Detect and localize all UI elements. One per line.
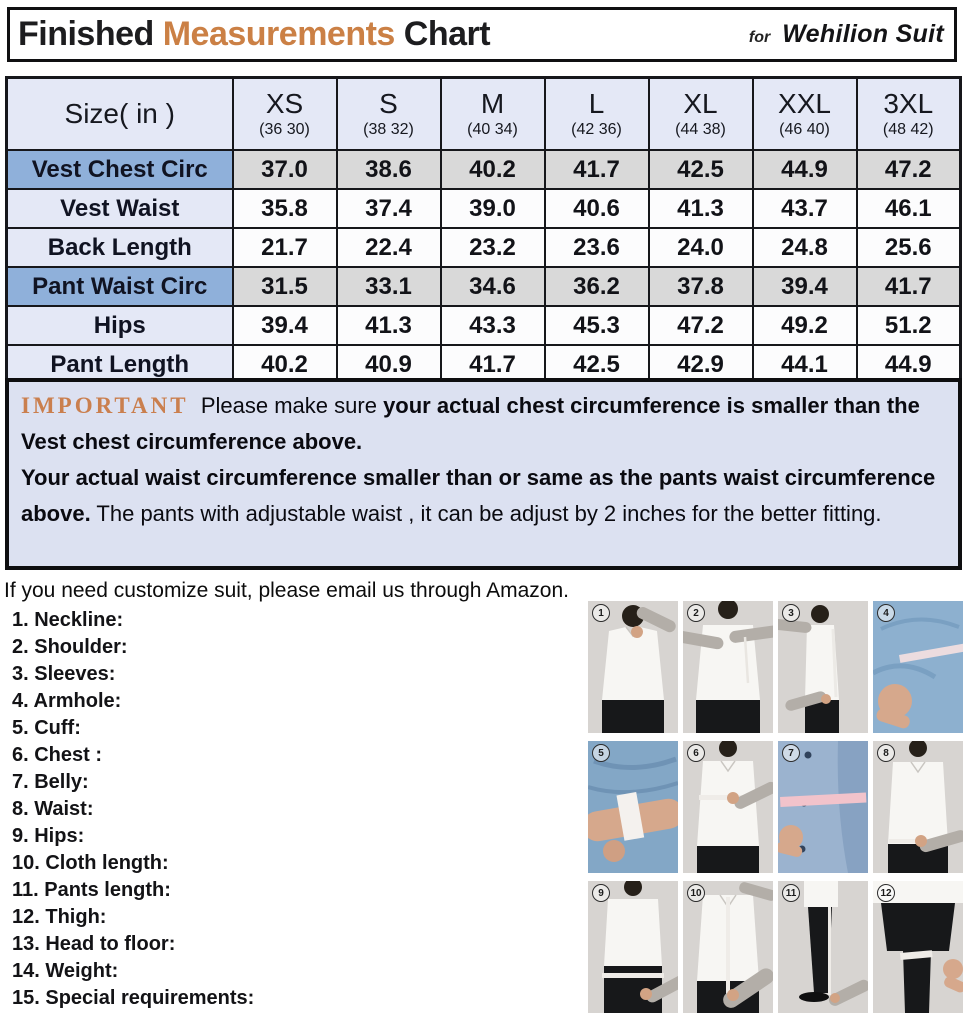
- photo-number-badge: 9: [592, 884, 610, 902]
- photo-sleeves: [778, 601, 868, 733]
- size-range: (42 36): [571, 121, 622, 138]
- note-bold-waist: Your actual waist circumference smaller than or same as the pants waist circumference above.: [21, 465, 936, 526]
- cell-value: 41.7: [545, 150, 649, 189]
- list-item: 8. Waist:: [12, 798, 94, 820]
- size-name: XL: [683, 88, 718, 119]
- cell-value: 34.6: [441, 267, 545, 306]
- photo-chest: [683, 741, 773, 873]
- row-label: Vest Chest Circ: [7, 150, 233, 189]
- table-row-vest-waist: [7, 189, 961, 228]
- cell-value: 38.6: [337, 150, 441, 189]
- photo-number-badge: 11: [782, 884, 800, 902]
- photo-number-badge: 4: [877, 604, 895, 622]
- photo-number-badge: 5: [592, 744, 610, 762]
- photo-shoulder: [683, 601, 773, 733]
- cell-value: 43.3: [441, 306, 545, 345]
- note-tail: The pants with adjustable waist , it can be adjust by 2 inches for the better fitting.: [96, 501, 882, 526]
- col-header-xxl: [753, 78, 857, 151]
- note-paragraph-1: [21, 388, 946, 460]
- col-header-l: [545, 78, 649, 151]
- for-label: for: [748, 29, 771, 46]
- size-range: (48 42): [882, 121, 934, 138]
- important-note: [5, 378, 962, 570]
- col-header-3xl: [857, 78, 961, 151]
- cell-value: 51.2: [857, 306, 961, 345]
- size-range: (40 34): [467, 121, 518, 138]
- size-name: XS: [265, 88, 304, 119]
- list-item: 2. Shoulder:: [12, 636, 128, 658]
- title-part3: Chart: [394, 15, 491, 53]
- size-header-row: [7, 78, 961, 151]
- title-part1: Finished: [18, 15, 163, 53]
- col-header-s: [337, 78, 441, 151]
- list-item: 7. Belly:: [12, 771, 89, 793]
- list-item: 9. Hips:: [12, 825, 85, 847]
- cell-value: 24.8: [753, 228, 857, 267]
- measurement-photo-grid: [588, 601, 963, 1013]
- cell-value: 40.2: [441, 150, 545, 189]
- photo-hips: [588, 881, 678, 1013]
- cell-value: 42.5: [545, 345, 649, 385]
- photo-number-badge: 1: [592, 604, 610, 622]
- cell-value: 47.2: [649, 306, 753, 345]
- cell-value: 23.2: [441, 228, 545, 267]
- title-part2: Measurements: [162, 15, 395, 53]
- photo-cloth-length: [683, 881, 773, 1013]
- size-chart-table: [5, 76, 962, 386]
- cell-value: 35.8: [233, 189, 337, 228]
- cell-value: 49.2: [753, 306, 857, 345]
- row-label: Pant Waist Circ: [7, 267, 233, 306]
- photo-armhole: [873, 601, 963, 733]
- list-item: 6. Chest :: [12, 744, 103, 766]
- photo-number-badge: 6: [687, 744, 705, 762]
- cell-value: 44.9: [753, 150, 857, 189]
- photo-belly: [778, 741, 868, 873]
- photo-number-badge: 7: [782, 744, 800, 762]
- list-item: 14. Weight:: [12, 960, 119, 982]
- list-item: 11. Pants length:: [12, 879, 171, 901]
- col-header-xs: [233, 78, 337, 151]
- list-item: 12. Thigh:: [12, 906, 107, 928]
- table-row-hips: [7, 306, 961, 345]
- list-item: 15. Special requirements:: [12, 987, 255, 1009]
- cell-value: 21.7: [233, 228, 337, 267]
- cell-value: 23.6: [545, 228, 649, 267]
- list-item: 10. Cloth length:: [12, 852, 169, 874]
- cell-value: 40.6: [545, 189, 649, 228]
- cell-value: 41.3: [649, 189, 753, 228]
- title-bar: [7, 7, 957, 62]
- cell-value: 36.2: [545, 267, 649, 306]
- cell-value: 41.7: [441, 345, 545, 385]
- cell-value: 33.1: [337, 267, 441, 306]
- page-title: [18, 15, 490, 54]
- cell-value: 42.9: [649, 345, 753, 385]
- size-unit-header: Size( in ): [7, 78, 233, 151]
- row-label: Back Length: [7, 228, 233, 267]
- cell-value: 31.5: [233, 267, 337, 306]
- cell-value: 41.7: [857, 267, 961, 306]
- photo-number-badge: 3: [782, 604, 800, 622]
- size-name: 3XL: [883, 88, 934, 119]
- photo-number-badge: 2: [687, 604, 705, 622]
- brand-block: [749, 20, 944, 49]
- photo-number-badge: 10: [687, 884, 705, 902]
- size-range: (46 40): [779, 121, 830, 138]
- table-row-vest-chest: [7, 150, 961, 189]
- row-label: Vest Waist: [7, 189, 233, 228]
- size-range: (36 30): [259, 121, 310, 138]
- measurement-list: [12, 607, 254, 1012]
- cell-value: 40.2: [233, 345, 337, 385]
- cell-value: 39.0: [441, 189, 545, 228]
- note-bold-chest: your actual chest circumference is smaller than the Vest chest circumference above.: [21, 393, 920, 454]
- cell-value: 22.4: [337, 228, 441, 267]
- table-row-back-length: [7, 228, 961, 267]
- table-row-pant-waist: [7, 267, 961, 306]
- list-item: 3. Sleeves:: [12, 663, 116, 685]
- size-name: XXL: [778, 88, 831, 119]
- cell-value: 39.4: [233, 306, 337, 345]
- photo-neckline: [588, 601, 678, 733]
- cell-value: 45.3: [545, 306, 649, 345]
- photo-number-badge: 8: [877, 744, 895, 762]
- photo-waist: [873, 741, 963, 873]
- col-header-m: [441, 78, 545, 151]
- list-item: 1. Neckline:: [12, 609, 124, 631]
- size-name: S: [379, 88, 398, 119]
- cell-value: 43.7: [753, 189, 857, 228]
- size-name: M: [480, 88, 505, 119]
- cell-value: 25.6: [857, 228, 961, 267]
- photo-pants-length: [778, 881, 868, 1013]
- size-name: L: [588, 88, 605, 119]
- cell-value: 42.5: [649, 150, 753, 189]
- cell-value: 44.1: [753, 345, 857, 385]
- photo-thigh: [873, 881, 963, 1013]
- important-label: IMPORTANT: [21, 393, 189, 418]
- col-header-xl: [649, 78, 753, 151]
- cell-value: 40.9: [337, 345, 441, 385]
- cell-value: 37.4: [337, 189, 441, 228]
- cell-value: 46.1: [857, 189, 961, 228]
- list-item: 5. Cuff:: [12, 717, 81, 739]
- note-intro: Please make sure: [200, 393, 377, 418]
- list-item: 4. Armhole:: [12, 690, 122, 712]
- row-label: Hips: [7, 306, 233, 345]
- size-range: (44 38): [675, 121, 726, 138]
- photo-cuff: [588, 741, 678, 873]
- cell-value: 41.3: [337, 306, 441, 345]
- cell-value: 39.4: [753, 267, 857, 306]
- list-item: 13. Head to floor:: [12, 933, 176, 955]
- brand-name: Wehilion Suit: [782, 20, 944, 48]
- size-range: (38 32): [363, 121, 414, 138]
- note-paragraph-2: [21, 460, 946, 532]
- row-label: Pant Length: [7, 345, 233, 385]
- cell-value: 24.0: [649, 228, 753, 267]
- cell-value: 37.0: [233, 150, 337, 189]
- customize-note: If you need customize suit, please email us through Amazon.: [4, 579, 569, 602]
- cell-value: 37.8: [649, 267, 753, 306]
- cell-value: 47.2: [857, 150, 961, 189]
- cell-value: 44.9: [857, 345, 961, 385]
- photo-number-badge: 12: [877, 884, 895, 902]
